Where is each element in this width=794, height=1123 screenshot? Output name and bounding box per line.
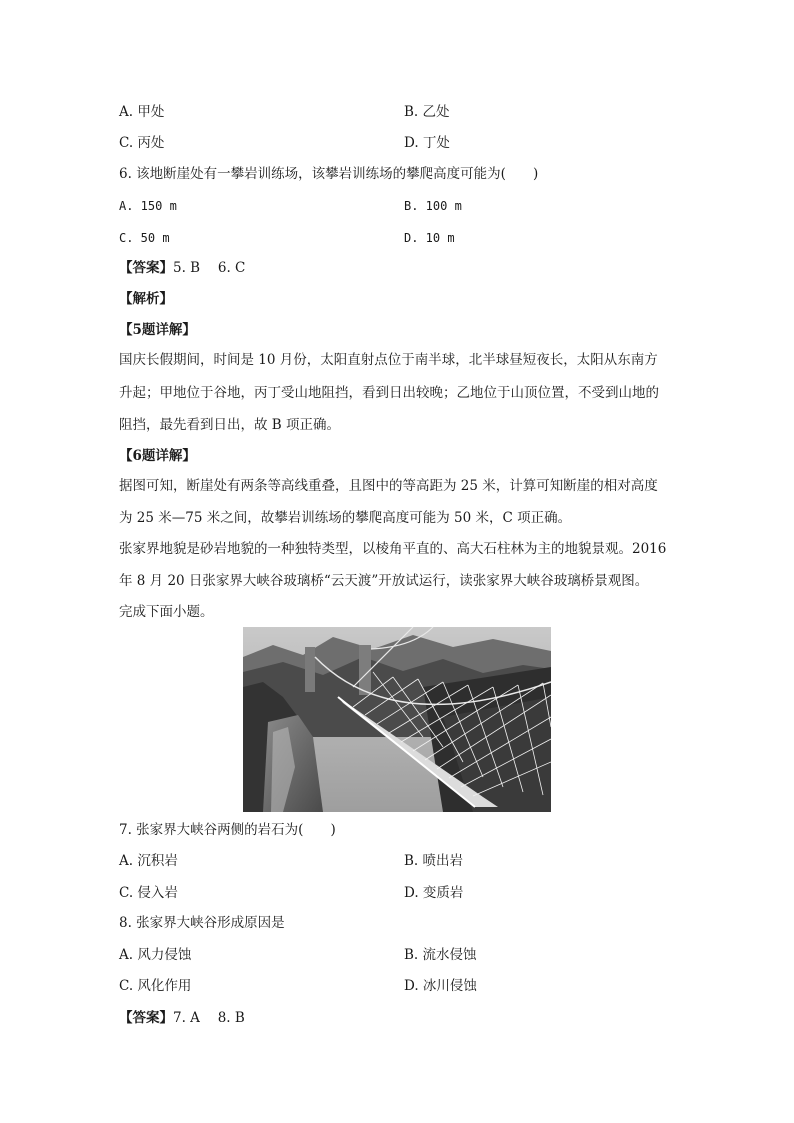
detail5-line-3: 阻挡，最先看到日出，故 B 项正确。 bbox=[119, 417, 341, 433]
detail6-line-2: 为 25 米—75 米之间，故攀岩训练场的攀爬高度可能为 50 米，C 项正确。 bbox=[119, 510, 572, 526]
q7-option-d: D. 变质岩 bbox=[404, 885, 464, 901]
q5-option-c: C. 丙处 bbox=[119, 135, 165, 151]
detail6-line-1: 据图可知，断崖处有两条等高线重叠，且图中的等高距为 25 米，计算可知断崖的相对高度 bbox=[119, 478, 658, 494]
detail5-tag: 【5题详解】 bbox=[119, 322, 196, 338]
detail5-line-1: 国庆长假期间，时间是 10 月份，太阳直射点位于南半球，北半球昼短夜长，太阳从东南方 bbox=[119, 352, 658, 368]
answer-tag: 【答案】 bbox=[119, 260, 173, 276]
q6-option-c: C. 50 m bbox=[119, 231, 170, 245]
intro-line-1: 张家界地貌是砂岩地貌的一种独特类型，以棱角平直的、高大石柱林为主的地貌景观。2016 bbox=[119, 541, 667, 557]
q6-stem: 6. 该地断崖处有一攀岩训练场，该攀岩训练场的攀爬高度可能为( ) bbox=[119, 166, 539, 182]
answer-tag: 【答案】 bbox=[119, 1010, 173, 1026]
q8-option-d: D. 冰川侵蚀 bbox=[404, 978, 477, 994]
q7-option-a: A. 沉积岩 bbox=[119, 853, 178, 869]
q8-stem: 8. 张家界大峡谷形成原因是 bbox=[119, 915, 285, 931]
analysis-tag: 【解析】 bbox=[119, 291, 173, 307]
q6-option-d: D. 10 m bbox=[404, 231, 455, 245]
q5-option-d: D. 丁处 bbox=[404, 135, 450, 151]
intro-line-3: 完成下面小题。 bbox=[119, 604, 214, 620]
intro-line-2: 年 8 月 20 日张家界大峡谷玻璃桥“云天渡”开放试运行，读张家界大峡谷玻璃桥景观图。 bbox=[119, 573, 649, 589]
detail6-tag: 【6题详解】 bbox=[119, 448, 196, 464]
q7-stem: 7. 张家界大峡谷两侧的岩石为( ) bbox=[119, 822, 336, 838]
q8-option-b: B. 流水侵蚀 bbox=[404, 947, 477, 963]
answer-text: 7. A 8. B bbox=[173, 1010, 245, 1026]
q7-option-b: B. 喷出岩 bbox=[404, 853, 464, 869]
detail5-line-2: 升起；甲地位于谷地，丙丁受山地阻挡，看到日出较晚；乙地位于山顶位置，不受到山地的 bbox=[119, 385, 659, 401]
q5-option-a: A. 甲处 bbox=[119, 104, 165, 120]
q6-option-a: A. 150 m bbox=[119, 199, 177, 213]
q8-option-c: C. 风化作用 bbox=[119, 978, 192, 994]
q5-option-b: B. 乙处 bbox=[404, 104, 450, 120]
glass-bridge-photo bbox=[243, 627, 551, 812]
answer-line-2 bbox=[119, 1008, 245, 1028]
q8-option-a: A. 风力侵蚀 bbox=[119, 947, 192, 963]
answer-line-1 bbox=[119, 258, 245, 278]
q7-option-c: C. 侵入岩 bbox=[119, 885, 178, 901]
q6-option-b: B. 100 m bbox=[404, 199, 462, 213]
answer-text: 5. B 6. C bbox=[173, 260, 246, 276]
